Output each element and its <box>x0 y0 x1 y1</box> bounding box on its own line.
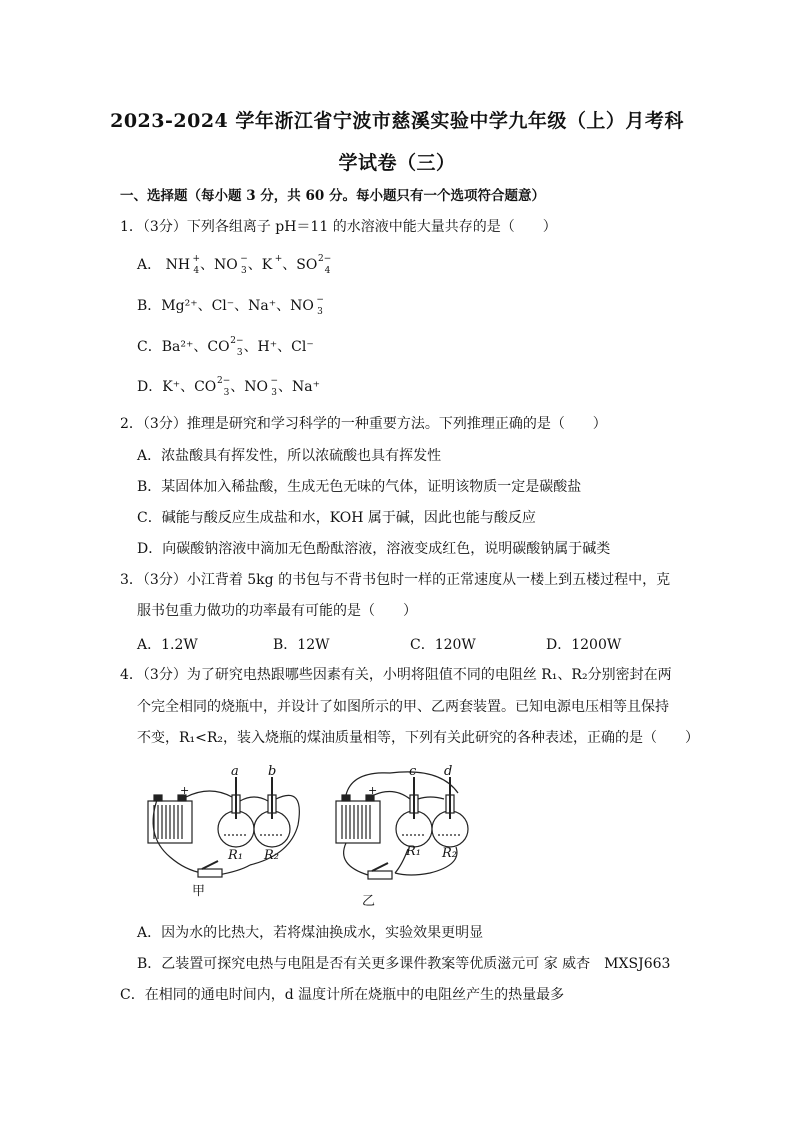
flask-r1-icon <box>218 777 254 847</box>
label-r2: R₂ <box>264 848 279 863</box>
q2-option-c: C．碱能与酸反应生成盐和水，KOH 属于碱，因此也能与酸反应 <box>137 510 536 526</box>
setup-yi <box>336 772 468 879</box>
label-yi: 乙 <box>362 894 376 909</box>
section-heading: 一、选择题（每小题 3 分，共 60 分。每小题只有一个选项符合题意） <box>120 188 545 204</box>
exam-title-line1: 2023-2024 学年浙江省宁波市慈溪实验中学九年级（上）月考科 <box>110 110 684 132</box>
label-a: a <box>231 765 239 779</box>
circuit-figure <box>140 765 480 910</box>
switch-icon <box>368 863 392 879</box>
q4-stem-line3: 不变，R₁<R₂，装入烧瓶的煤油质量相等，下列有关此研究的各种表述，正确的是（ ） <box>137 730 700 746</box>
q4-option-c: C．在相同的通电时间内，d 温度计所在烧瓶中的电阻丝产生的热量最多 <box>120 987 565 1003</box>
ion-so4: SO 2− 4 <box>296 254 332 276</box>
flask-r2-icon <box>254 777 290 847</box>
q3-option-b: B．12W <box>273 637 330 653</box>
label-r1: R₁ <box>228 848 243 863</box>
label-c: c <box>409 765 417 779</box>
exam-title-line2: 学试卷（三） <box>338 152 456 174</box>
q3-stem-line1: 3．（3分）小江背着 5kg 的书包与不背书包时一样的正常速度从一楼上到五楼过程中，克 <box>120 572 671 588</box>
label-plus: + <box>180 784 190 797</box>
option-label: D． <box>137 379 163 395</box>
flask-r2-icon <box>432 777 468 847</box>
label-plus: + <box>368 784 378 797</box>
q1-option-a: A． NH + 4 、NO − 3 、K + 、SO 2− 4 <box>137 254 332 276</box>
q4-option-b: B．乙装置可探究电热与电阻是否有关更多课件教案等优质滋元可 家 威杏 MXSJ663 <box>137 956 671 972</box>
q2-option-b: B．某固体加入稀盐酸，生成无色无味的气体，证明该物质一定是碳酸盐 <box>137 479 582 495</box>
ion-co3: CO 2− 3 <box>207 336 244 358</box>
label-d: d <box>444 765 453 779</box>
q3-stem-line2: 服书包重力做功的功率最有可能的是（ ） <box>137 603 417 619</box>
battery-icon <box>148 795 192 843</box>
q1-option-c: C．Ba²⁺、CO 2− 3 、H⁺、Cl⁻ <box>137 336 314 358</box>
ion-no3: NO − 3 <box>214 254 248 276</box>
q2-stem: 2．（3分）推理是研究和学习科学的一种重要方法。下列推理正确的是（ ） <box>120 416 607 432</box>
q2-option-a: A．浓盐酸具有挥发性，所以浓硫酸也具有挥发性 <box>137 448 442 464</box>
q4-stem-line2: 个完全相同的烧瓶中，并设计了如图所示的甲、乙两套装置。已知电源电压相等且保持 <box>137 699 669 715</box>
option-label: B． <box>137 298 162 314</box>
q4-stem-line1: 4．（3分）为了研究电热跟哪些因素有关，小明将阻值不同的电阻丝 R₁、R₂分别密封在两 <box>120 667 672 683</box>
ion-co3: CO 2− 3 <box>194 376 231 398</box>
q1-option-d: D．K⁺、CO 2− 3 、NO − 3 、Na⁺ <box>137 376 321 398</box>
option-label: A． <box>137 257 162 273</box>
q3-option-c: C．120W <box>410 637 476 653</box>
q3-option-d: D．1200W <box>546 637 622 653</box>
q1-stem: 1．（3分）下列各组离子 pH＝11 的水溶液中能大量共存的是（ ） <box>120 219 557 235</box>
label-b: b <box>268 765 277 779</box>
flask-r1-icon <box>396 777 432 847</box>
label-r1: R₁ <box>406 844 421 859</box>
ion-no3: NO − 3 <box>244 376 279 398</box>
ion-no3: NO − 3 <box>290 295 324 317</box>
ion-k: K + <box>261 254 283 273</box>
option-label: C． <box>137 339 162 355</box>
label-r2: R₂ <box>442 846 457 861</box>
q3-option-a: A．1.2W <box>137 637 198 653</box>
ion-nh4: NH + 4 <box>165 254 201 276</box>
q4-option-a: A．因为水的比热大，若将煤油换成水，实验效果更明显 <box>137 925 484 941</box>
battery-icon <box>336 795 380 843</box>
switch-icon <box>198 861 222 877</box>
q1-option-b: B．Mg²⁺、Cl⁻、Na⁺、NO − 3 <box>137 295 324 317</box>
label-jia: 甲 <box>192 884 206 899</box>
q2-option-d: D．向碳酸钠溶液中滴加无色酚酞溶液，溶液变成红色，说明碳酸钠属于碱类 <box>137 541 611 557</box>
